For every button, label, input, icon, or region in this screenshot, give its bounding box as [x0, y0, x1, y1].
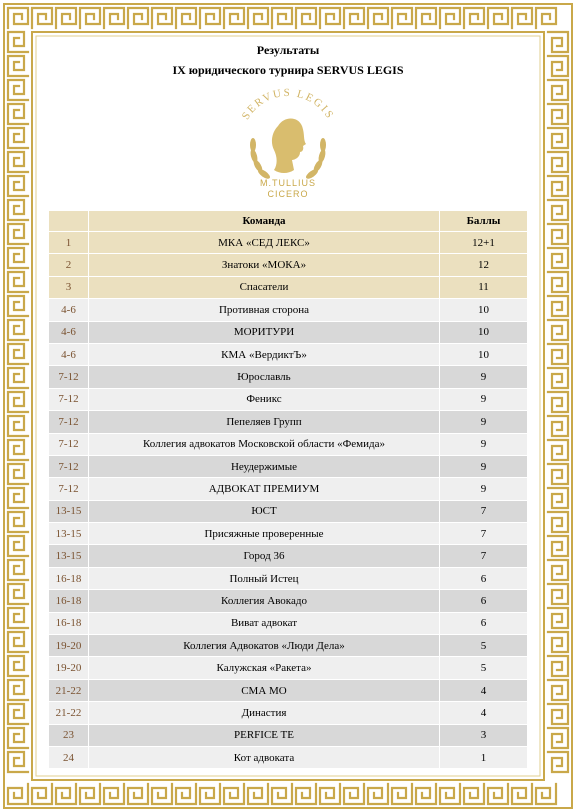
table-row — [49, 388, 528, 410]
table-row — [49, 433, 528, 455]
table-row — [49, 299, 528, 321]
place-cell: 1 — [49, 232, 89, 254]
document-title-line1: Результаты — [256, 43, 320, 57]
team-cell: Знатоки «МОКА» — [89, 254, 440, 276]
place-cell: 23 — [49, 724, 89, 746]
table-row — [49, 478, 528, 500]
place-cell: 24 — [49, 746, 89, 768]
score-cell: 9 — [440, 478, 528, 500]
place-cell: 13-15 — [49, 523, 89, 545]
table-row — [49, 232, 528, 254]
place-cell: 21-22 — [49, 679, 89, 701]
team-cell: МКА «СЕД ЛЕКС» — [89, 232, 440, 254]
score-cell: 6 — [440, 612, 528, 634]
score-cell: 5 — [440, 657, 528, 679]
table-row — [49, 567, 528, 589]
team-cell: Полный Истец — [89, 567, 440, 589]
place-cell: 16-18 — [49, 567, 89, 589]
logo-top-text: SERVUS LEGIS — [239, 86, 337, 122]
table-row — [49, 366, 528, 388]
team-cell: Спасатели — [89, 276, 440, 298]
score-cell: 12+1 — [440, 232, 528, 254]
table-row — [49, 635, 528, 657]
team-cell: Противная сторона — [89, 299, 440, 321]
results-table — [48, 210, 528, 769]
score-cell: 1 — [440, 746, 528, 768]
place-cell: 7-12 — [49, 478, 89, 500]
team-cell: Коллегия адвокатов Московской области «Фемида» — [89, 433, 440, 455]
score-cell: 7 — [440, 500, 528, 522]
place-cell: 2 — [49, 254, 89, 276]
score-cell: 9 — [440, 433, 528, 455]
score-cell: 11 — [440, 276, 528, 298]
document-body — [48, 40, 528, 769]
score-cell: 10 — [440, 299, 528, 321]
table-row — [49, 455, 528, 477]
team-cell: Юрославль — [89, 366, 440, 388]
place-cell: 16-18 — [49, 612, 89, 634]
team-cell: Присяжные проверенные — [89, 523, 440, 545]
team-cell: Коллегия Адвокатов «Люди Дела» — [89, 635, 440, 657]
servus-legis-logo — [48, 84, 528, 202]
place-cell: 19-20 — [49, 635, 89, 657]
score-cell: 7 — [440, 545, 528, 567]
place-cell: 7-12 — [49, 411, 89, 433]
score-cell: 4 — [440, 702, 528, 724]
table-row — [49, 657, 528, 679]
table-row — [49, 254, 528, 276]
header-score: Баллы — [440, 211, 528, 232]
table-row — [49, 500, 528, 522]
place-cell: 7-12 — [49, 366, 89, 388]
team-cell: Пепеляев Групп — [89, 411, 440, 433]
cicero-laurel-emblem-icon — [228, 84, 348, 202]
header-place — [49, 211, 89, 232]
place-cell: 13-15 — [49, 500, 89, 522]
table-row — [49, 702, 528, 724]
team-cell: Виват адвокат — [89, 612, 440, 634]
place-cell: 3 — [49, 276, 89, 298]
place-cell: 19-20 — [49, 657, 89, 679]
team-cell: МОРИТУРИ — [89, 321, 440, 343]
score-cell: 7 — [440, 523, 528, 545]
score-cell: 10 — [440, 343, 528, 365]
team-cell: Неудержимые — [89, 455, 440, 477]
table-row — [49, 590, 528, 612]
team-cell: СМА МО — [89, 679, 440, 701]
team-cell: Феникс — [89, 388, 440, 410]
table-row — [49, 545, 528, 567]
table-row — [49, 321, 528, 343]
table-row — [49, 679, 528, 701]
table-row — [49, 411, 528, 433]
score-cell: 9 — [440, 366, 528, 388]
place-cell: 4-6 — [49, 321, 89, 343]
team-cell: ЮСТ — [89, 500, 440, 522]
team-cell: АДВОКАТ ПРЕМИУМ — [89, 478, 440, 500]
place-cell: 4-6 — [49, 299, 89, 321]
place-cell: 16-18 — [49, 590, 89, 612]
table-row — [49, 746, 528, 768]
header-team: Команда — [89, 211, 440, 232]
table-row — [49, 343, 528, 365]
score-cell: 9 — [440, 455, 528, 477]
score-cell: 4 — [440, 679, 528, 701]
team-cell: Кот адвоката — [89, 746, 440, 768]
score-cell: 6 — [440, 567, 528, 589]
logo-bottom-text-1: M.TULLIUS — [259, 178, 317, 188]
score-cell: 5 — [440, 635, 528, 657]
score-cell: 9 — [440, 388, 528, 410]
place-cell: 13-15 — [49, 545, 89, 567]
document-title-line2: IX юридического турнира SERVUS LEGIS — [172, 63, 404, 77]
place-cell: 7-12 — [49, 433, 89, 455]
score-cell: 6 — [440, 590, 528, 612]
table-row — [49, 276, 528, 298]
team-cell: Город 36 — [89, 545, 440, 567]
team-cell: Калужская «Ракета» — [89, 657, 440, 679]
score-cell: 9 — [440, 411, 528, 433]
results-body — [49, 232, 528, 769]
score-cell: 3 — [440, 724, 528, 746]
table-header-row — [49, 211, 528, 232]
table-row — [49, 523, 528, 545]
place-cell: 21-22 — [49, 702, 89, 724]
score-cell: 12 — [440, 254, 528, 276]
team-cell: Коллегия Авокадо — [89, 590, 440, 612]
place-cell: 7-12 — [49, 455, 89, 477]
svg-text:SERVUS LEGIS — [240, 87, 337, 122]
score-cell: 10 — [440, 321, 528, 343]
place-cell: 7-12 — [49, 388, 89, 410]
place-cell: 4-6 — [49, 343, 89, 365]
team-cell: Династия — [89, 702, 440, 724]
table-row — [49, 724, 528, 746]
logo-bottom-text-2: CICERO — [267, 189, 309, 199]
table-row — [49, 612, 528, 634]
team-cell: КМА «ВердиктЪ» — [89, 343, 440, 365]
team-cell: PERFICE TE — [89, 724, 440, 746]
